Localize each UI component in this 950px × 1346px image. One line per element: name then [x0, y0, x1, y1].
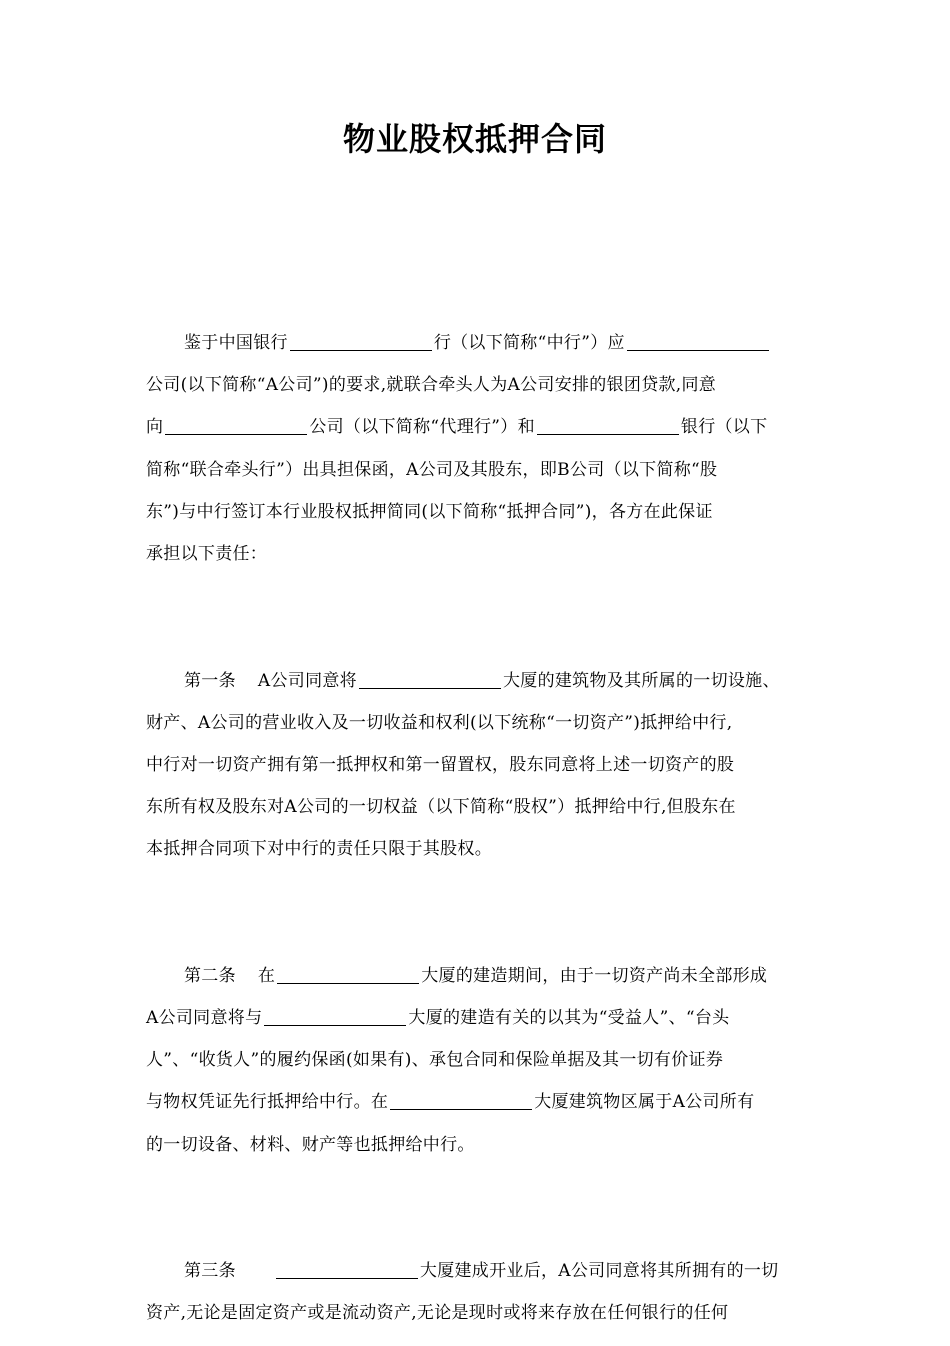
- document-title: 物业股权抵押合同: [342, 120, 607, 158]
- blank-building-name-3[interactable]: [264, 1024, 406, 1026]
- preamble-line-2: 公司(以下简称“A公司”)的要求,就联合牵头人为A公司安排的银团贷款,同意: [146, 375, 717, 396]
- preamble-line-4: 简称“联合牵头行”）出具担保函，A公司及其股东，即B公司（以下简称“股: [146, 459, 718, 480]
- article1-line-2: 财产、A公司的营业收入及一切收益和权利(以下统称“一切资产”)抵押给中行,: [146, 712, 733, 733]
- article1-line-1: 第一条 A公司同意将 大厦的建筑物及其所属的一切设施、: [184, 670, 780, 691]
- article3-line-2: 资产,无论是固定资产或是流动资产,无论是现时或将来存放在任何银行的任何: [146, 1303, 729, 1324]
- blank-bank-branch[interactable]: [290, 349, 432, 351]
- article2-line-3: 人”、“收货人”的履约保函(如果有)、承包合同和保险单据及其一切有价证券: [146, 1050, 724, 1071]
- article3-line-1: 第三条 大厦建成开业后，A公司同意将其所拥有的一切: [184, 1261, 779, 1282]
- article2-line-4: 与物权凭证先行抵押给中行。在 大厦建筑物区属于A公司所有: [146, 1092, 755, 1113]
- blank-building-name-4[interactable]: [390, 1108, 532, 1110]
- blank-agent-company[interactable]: [165, 433, 307, 435]
- article2-line-5: 的一切设备、材料、财产等也抵押给中行。: [146, 1134, 475, 1155]
- article1-line-3: 中行对一切资产拥有第一抵押权和第一留置权，股东同意将上述一切资产的股: [146, 754, 735, 775]
- article1-line-4: 东所有权及股东对A公司的一切权益（以下简称“股权”）抵押给中行,但股东在: [146, 797, 736, 818]
- preamble-line-6: 承担以下责任：: [146, 543, 268, 564]
- article1-label: 第一条: [184, 670, 236, 691]
- preamble-line-5: 东”)与中行签订本行业股权抵押简同(以下简称“抵押合同”)，各方在此保证: [146, 501, 713, 522]
- preamble-line-1: 鉴于中国银行 行（以下简称“中行”）应: [146, 322, 808, 364]
- article2-line-1: 第二条 在 大厦的建造期间，由于一切资产尚未全部形成: [184, 965, 768, 986]
- article2-label: 第二条: [184, 965, 236, 986]
- blank-building-name-2[interactable]: [277, 982, 419, 984]
- article1-line-5: 本抵押合同项下对中行的责任只限于其股权。: [146, 839, 492, 860]
- article2-line-2: A公司同意将与 大厦的建造有关的以其为“受益人”、“台头: [146, 1008, 730, 1028]
- blank-company-name[interactable]: [627, 349, 769, 351]
- article3-label: 第三条: [184, 1261, 236, 1282]
- blank-lead-bank[interactable]: [537, 433, 679, 435]
- blank-building-name-5[interactable]: [276, 1277, 418, 1279]
- preamble-line-3: 向 公司（以下简称“代理行”）和 银行（以下: [146, 417, 768, 438]
- blank-building-name-1[interactable]: [359, 687, 501, 689]
- document-body: [146, 322, 808, 1335]
